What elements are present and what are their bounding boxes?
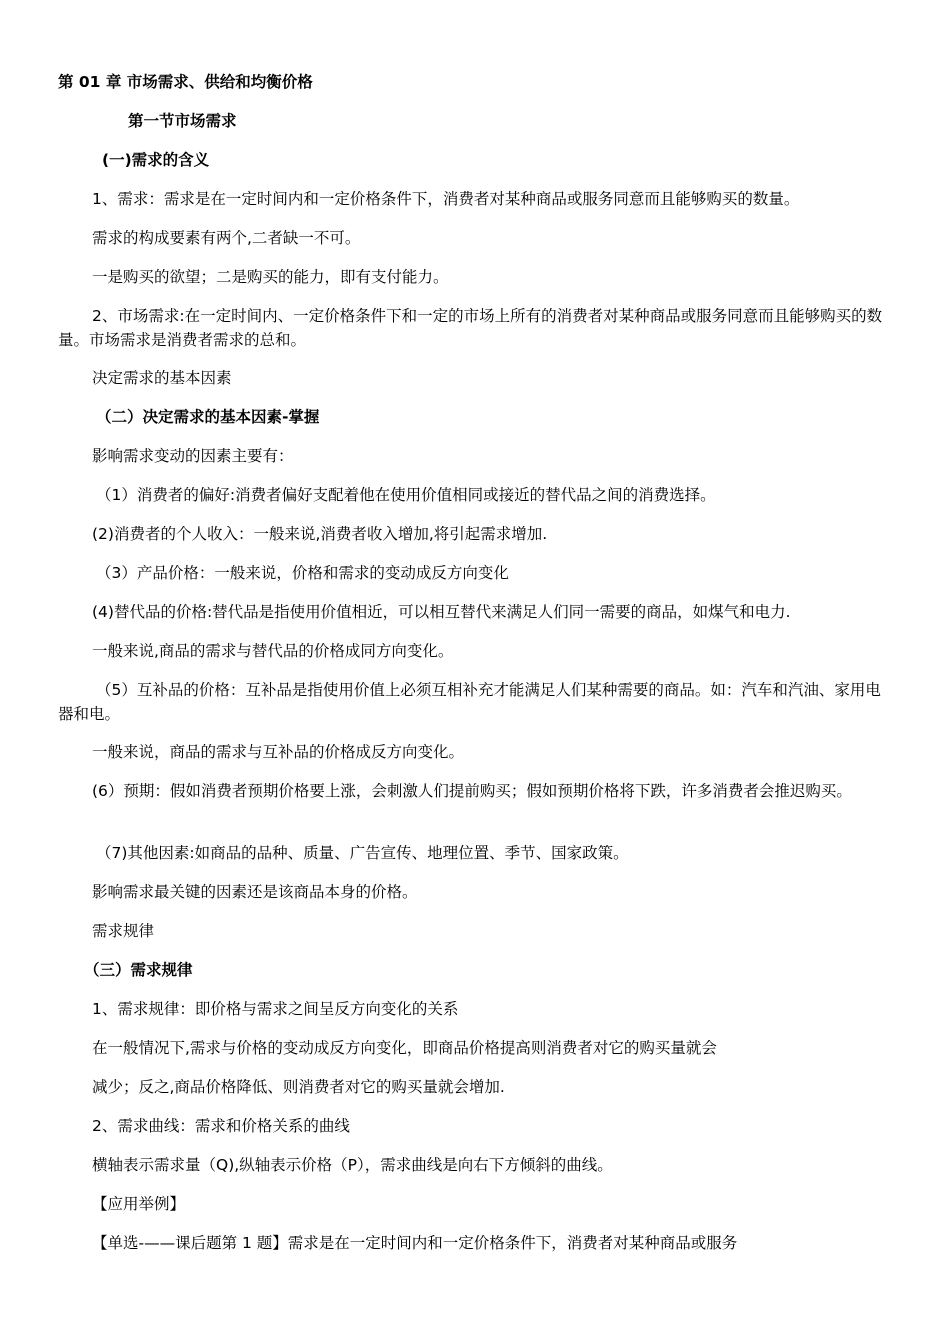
paragraph: （1）消费者的偏好:消费者偏好支配着他在使用价值相同或接近的替代品之间的消费选择。 (96, 486, 716, 504)
paragraph: 横轴表示需求量（Q),纵轴表示价格（P），需求曲线是向右下方倾斜的曲线。 (92, 1156, 613, 1174)
paragraph: （7)其他因素:如商品的品种、质量、广告宣传、地理位置、季节、国家政策。 (96, 844, 629, 862)
paragraph: 一般来说,商品的需求与替代品的价格成同方向变化。 (92, 642, 454, 660)
paragraph: 一是购买的欲望；二是购买的能力，即有支付能力。 (92, 268, 449, 286)
paragraph: 在一般情况下,需求与价格的变动成反方向变化，即商品价格提高则消费者对它的购买量就会 (92, 1039, 717, 1057)
paragraph: 决定需求的基本因素 (92, 369, 232, 387)
subheading-law: （三）需求规律 (84, 961, 193, 979)
paragraph: 【单选-——课后题第 1 题】需求是在一定时间内和一定价格条件下，消费者对某种商品或服务 (92, 1234, 738, 1252)
paragraph: （5）互补品的价格：互补品是指使用价值上必须互相补充才能满足人们某种需要的商品。如：汽车和汽油、家用电器和电。 (58, 681, 881, 723)
paragraph: 1、需求规律：即价格与需求之间呈反方向变化的关系 (92, 1000, 459, 1018)
paragraph: 2、需求曲线：需求和价格关系的曲线 (92, 1117, 350, 1135)
paragraph: 2、市场需求:在一定时间内、一定价格条件下和一定的市场上所有的消费者对某种商品或服务同意而且能够购买的数量。市场需求是消费者需求的总和。 (58, 307, 883, 349)
paragraph: (2)消费者的个人收入：一般来说,消费者收入增加,将引起需求增加. (92, 525, 548, 543)
paragraph: (4)替代品的价格:替代品是指使用价值相近，可以相互替代来满足人们同一需要的商品，如煤气和电力. (92, 603, 791, 621)
paragraph: (6）预期：假如消费者预期价格要上涨，会刺激人们提前购买；假如预期价格将下跌，许多消费者会推迟购买。 (92, 782, 852, 800)
subheading-meaning: (一)需求的含义 (102, 151, 210, 169)
paragraph: 需求的构成要素有两个,二者缺一不可。 (92, 229, 361, 247)
paragraph: 一般来说，商品的需求与互补品的价格成反方向变化。 (92, 743, 465, 761)
paragraph: 【应用举例】 (92, 1195, 186, 1213)
paragraph: 影响需求最关键的因素还是该商品本身的价格。 (92, 883, 418, 901)
paragraph: 1、需求：需求是在一定时间内和一定价格条件下，消费者对某种商品或服务同意而且能够购买的数量。 (92, 190, 800, 208)
chapter-title: 第 01 章 市场需求、供给和均衡价格 (58, 73, 313, 91)
paragraph: 减少；反之,商品价格降低、则消费者对它的购买量就会增加. (92, 1078, 505, 1096)
paragraph: （3）产品价格：一般来说，价格和需求的变动成反方向变化 (96, 564, 509, 582)
paragraph: 需求规律 (92, 922, 155, 940)
section-title: 第一节市场需求 (128, 112, 237, 130)
subheading-factors: （二）决定需求的基本因素-掌握 (96, 408, 320, 426)
paragraph: 影响需求变动的因素主要有： (92, 447, 294, 465)
